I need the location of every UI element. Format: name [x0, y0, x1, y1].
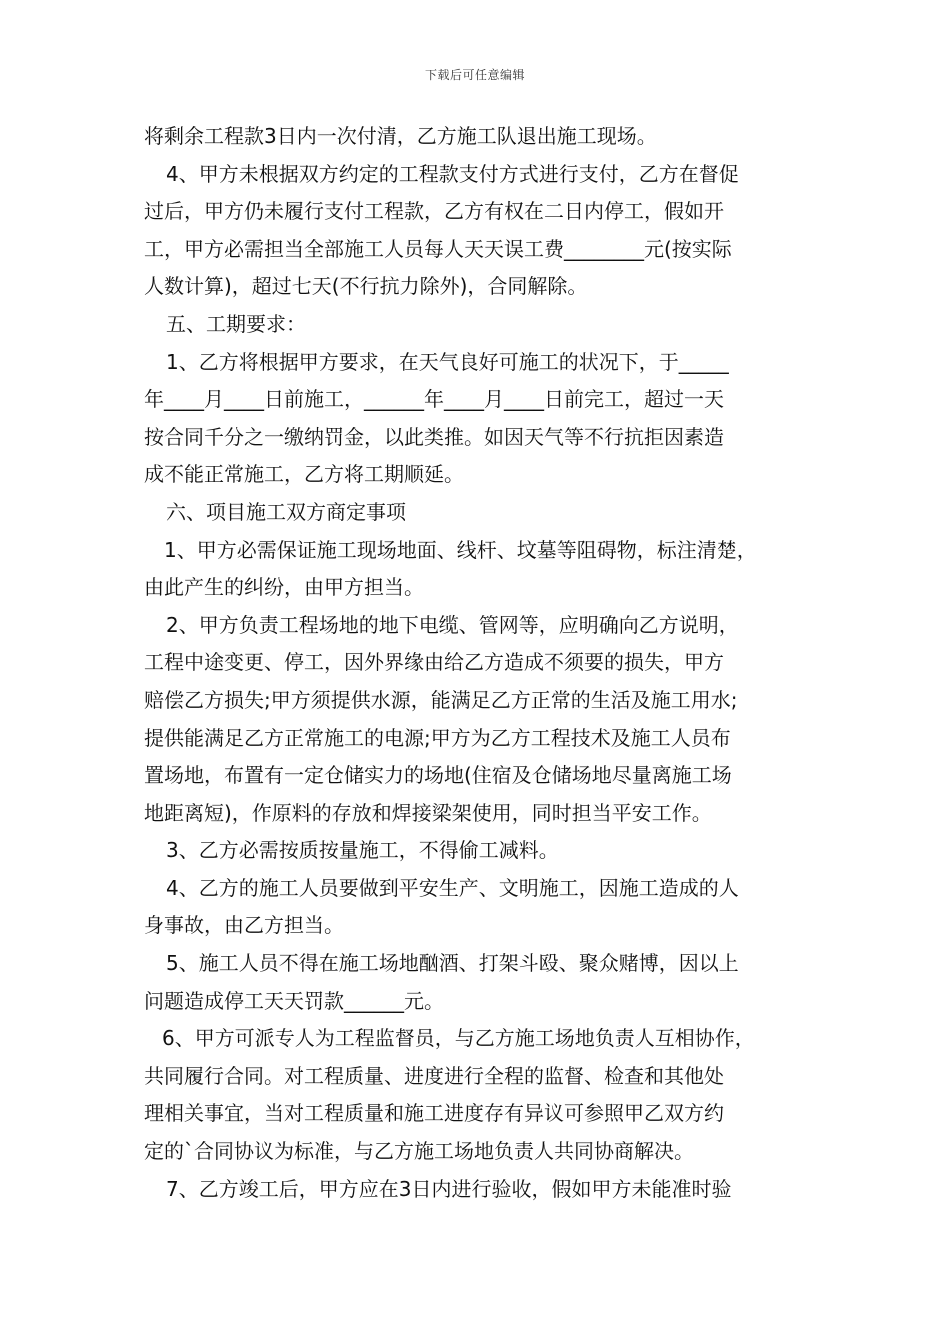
text-line-10: 成不能正常施工，乙方将工期顺延。 — [144, 462, 464, 487]
section-heading-5: 五、工期要求： — [166, 311, 306, 336]
text-line-2: 4、甲方未根据双方约定的工程款支付方式进行支付，乙方在督促 — [166, 161, 739, 186]
text-line-9: 按合同千分之一缴纳罚金，以此类推。如因天气等不行抗拒因素造 — [144, 424, 724, 449]
text-line-15: 工程中途变更、停工，因外界缘由给乙方造成不须要的损失，甲方 — [144, 650, 724, 675]
text-line-4: 工，甲方必需担当全部施工人员每人天天误工费________元(按实际 — [144, 236, 732, 261]
text-line-29: 7、乙方竣工后，甲方应在3日内进行验收，假如甲方未能准时验 — [166, 1176, 732, 1201]
page-header: 下载后可任意编辑 — [424, 68, 525, 82]
text-line-7: 1、乙方将根据甲方要求，在天气良好可施工的状况下，于_____ — [166, 349, 729, 374]
text-line-16: 赔偿乙方损失;甲方须提供水源，能满足乙方正常的生活及施工用水; — [144, 687, 738, 712]
text-line-5: 人数计算)，超过七天(不行抗力除外)，合同解除。 — [144, 274, 588, 299]
text-line-1: 将剩余工程款3日内一次付清，乙方施工队退出施工现场。 — [144, 124, 657, 148]
text-line-20: 3、乙方必需按质按量施工，不得偷工减料。 — [166, 838, 559, 863]
text-line-23: 5、施工人员不得在施工场地酗酒、打架斗殴、聚众赌博，因以上 — [166, 951, 739, 976]
text-line-28: 定的`合同协议为标准，与乙方施工场地负责人共同协商解决。 — [144, 1139, 694, 1164]
text-line-26: 共同履行合同。对工程质量、进度进行全程的监督、检查和其他处 — [144, 1063, 724, 1088]
text-line-27: 理相关事宜，当对工程质量和施工进度存有异议可参照甲乙双方约 — [144, 1101, 724, 1126]
text-line-13: 由此产生的纠纷，由甲方担当。 — [144, 575, 424, 600]
text-line-25: 6、甲方可派专人为工程监督员，与乙方施工场地负责人互相协作， — [162, 1026, 755, 1051]
text-line-22: 身事故，由乙方担当。 — [144, 913, 344, 938]
text-line-21: 4、乙方的施工人员要做到平安生产、文明施工，因施工造成的人 — [166, 875, 739, 900]
text-line-17: 提供能满足乙方正常施工的电源;甲方为乙方工程技术及施工人员布 — [144, 725, 731, 750]
section-heading-6: 六、项目施工双方商定事项 — [166, 499, 406, 524]
text-line-18: 置场地，布置有一定仓储实力的场地(住宿及仓储场地尽量离施工场 — [144, 763, 732, 788]
text-line-19: 地距离短)，作原料的存放和焊接梁架使用，同时担当平安工作。 — [144, 800, 712, 825]
text-line-8: 年____月____日前施工，______年____月____日前完工，超过一天 — [144, 387, 724, 412]
document-body — [144, 118, 814, 1208]
text-line-3: 过后，甲方仍未履行支付工程款，乙方有权在二日内停工，假如开 — [144, 199, 724, 224]
text-line-24: 问题造成停工天天罚款______元。 — [144, 988, 444, 1013]
text-line-14: 2、甲方负责工程场地的地下电缆、管网等，应明确向乙方说明， — [166, 612, 739, 637]
text-line-12: 1、甲方必需保证施工现场地面、线杆、坟墓等阻碍物，标注清楚， — [164, 537, 757, 562]
